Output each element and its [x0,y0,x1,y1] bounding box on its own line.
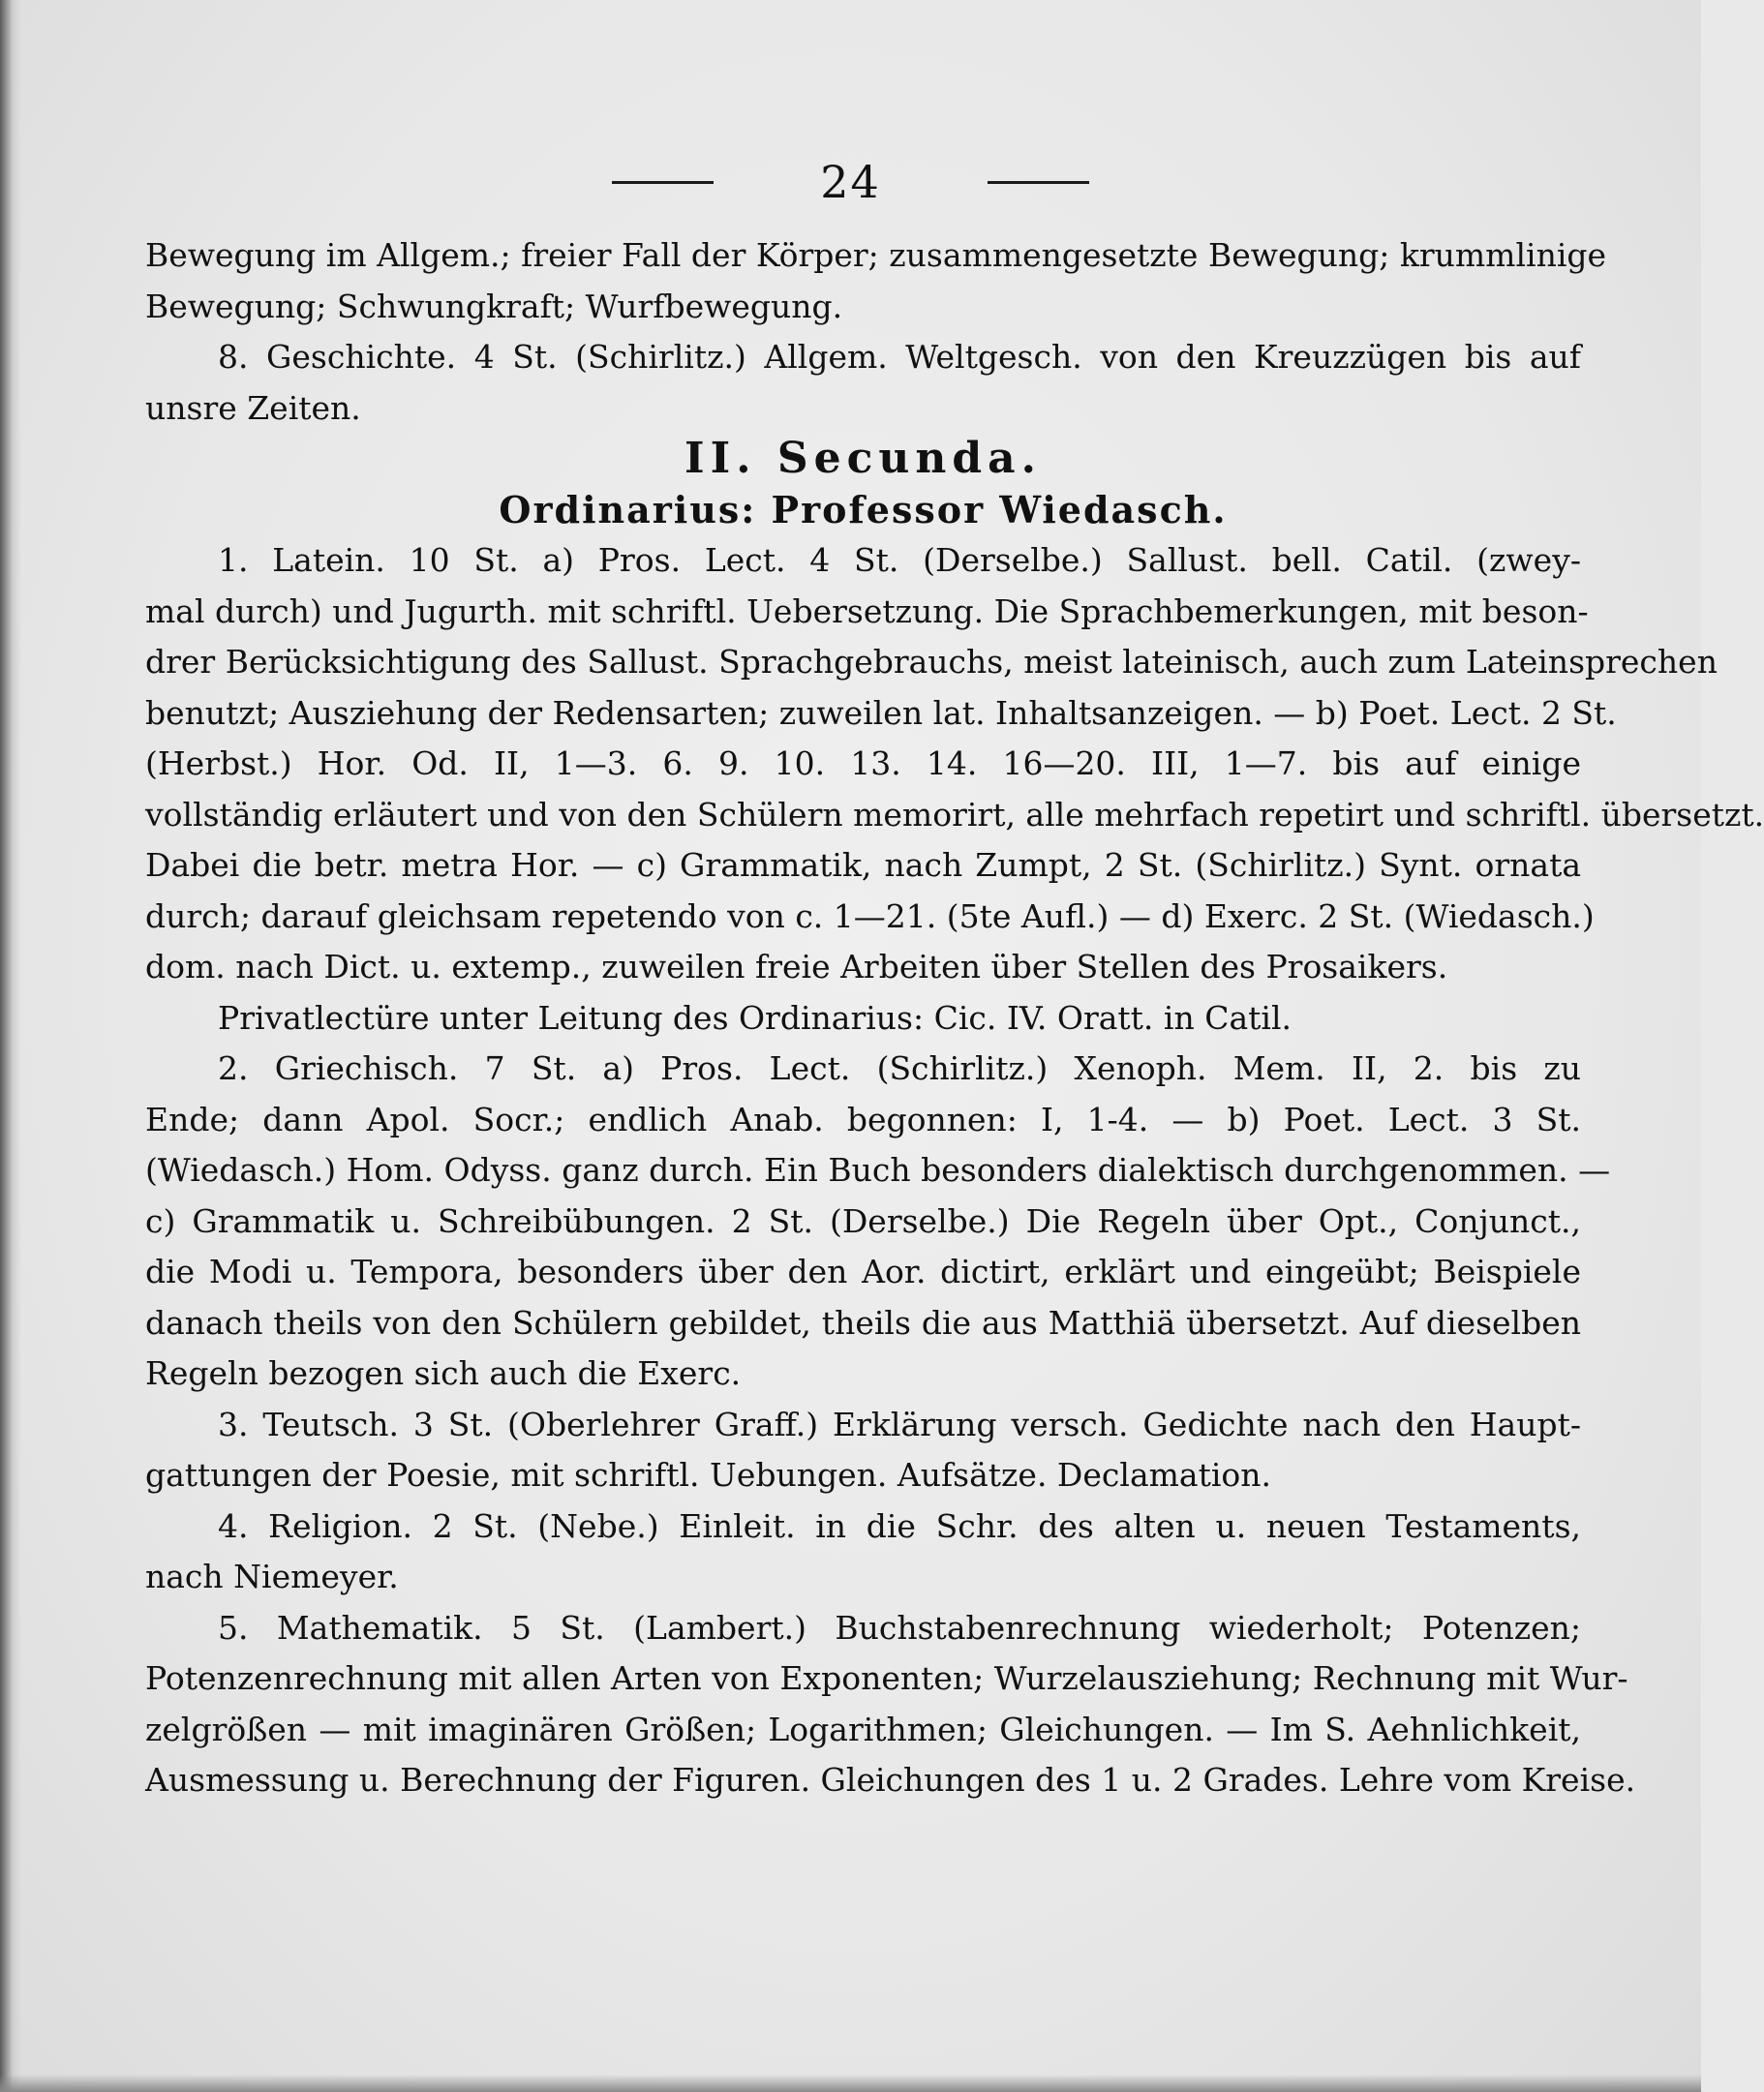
header-rule-right [988,181,1089,184]
text-line: Potenzenrechnung mit allen Arten von Exponenten; Wurzelausziehung; Rechnung mit Wur- [145,1659,1628,1697]
text-line: 3. Teutsch. 3 St. (Oberlehrer Graff.) Erklärung versch. Gedichte nach den Haupt- [218,1405,1581,1443]
text-line: (Herbst.) Hor. Od. II, 1—3. 6. 9. 10. 13. 14. 16—20. III, 1—7. bis auf einige [145,744,1581,782]
text-line: Ausmessung u. Berechnung der Figuren. Gleichungen des 1 u. 2 Grades. Lehre vom Kreise. [145,1761,1636,1799]
page-number: 24 [820,156,881,208]
text-line: zelgrößen — mit imaginären Größen; Logarithmen; Gleichungen. — Im S. Aehnlichkeit, [145,1710,1581,1748]
page-bottom-shadow [0,2075,1701,2092]
text-line: Bewegung im Allgem.; freier Fall der Körper; zusammengesetzte Bewegung; krummlinige [145,236,1607,274]
page-header [0,153,1701,211]
text-line: Privatlectüre unter Leitung des Ordinarius: Cic. IV. Oratt. in Catil. [218,998,1292,1037]
text-line: dom. nach Dict. u. extemp., zuweilen freie Arbeiten über Stellen des Prosaikers. [145,948,1448,985]
text-line: mal durch) und Jugurth. mit schriftl. Uebersetzung. Die Sprachbemerkungen, mit beson- [145,591,1589,630]
text-line: drer Berücksichtigung des Sallust. Sprachgebrauchs, meist lateinisch, auch zum Lateinsprechen [145,643,1718,681]
text-line: Bewegung; Schwungkraft; Wurfbewegung. [145,287,843,325]
body-text [145,230,1764,1806]
text-line: Ende; dann Apol. Socr.; endlich Anab. begonnen: I, 1-4. — b) Poet. Lect. 3 St. [145,1100,1581,1138]
text-line: 5. Mathematik. 5 St. (Lambert.) Buchstabenrechnung wiederholt; Potenzen; [218,1608,1581,1647]
text-line: nach Niemeyer. [145,1558,399,1595]
text-line: 1. Latein. 10 St. a) Pros. Lect. 4 St. (Derselbe.) Sallust. bell. Catil. (zwey- [218,541,1581,579]
text-line: benutzt; Ausziehung der Redensarten; zuweilen lat. Inhaltsanzeigen. — b) Poet. Lect. 2 St. [145,693,1617,732]
section-heading: II. Secunda. [684,434,1042,483]
text-line: Regeln bezogen sich auch die Exerc. [145,1354,742,1392]
text-line: (Wiedasch.) Hom. Odyss. ganz durch. Ein Buch besonders dialektisch durchgenommen. — [145,1151,1611,1189]
text-line: gattungen der Poesie, mit schriftl. Uebungen. Aufsätze. Declamation. [145,1456,1272,1494]
section-subheading: Ordinarius: Professor Wiedasch. [499,487,1228,531]
text-line: danach theils von den Schülern gebildet, theils die aus Matthiä übersetzt. Auf dieselben [145,1303,1581,1342]
text-line: die Modi u. Tempora, besonders über den Aor. dictirt, erklärt und eingeübt; Beispiele [145,1253,1581,1290]
text-line: durch; darauf gleichsam repetendo von c. 1—21. (5te Aufl.) — d) Exerc. 2 St. (Wiedasch.) [145,896,1595,935]
header-rule-left [612,181,714,184]
text-line: 4. Religion. 2 St. (Nebe.) Einleit. in die Schr. des alten u. neuen Testaments, [218,1506,1581,1545]
text-line: c) Grammatik u. Schreibübungen. 2 St. (Derselbe.) Die Regeln über Opt., Conjunct., [145,1201,1581,1240]
text-line: 8. Geschichte. 4 St. (Schirlitz.) Allgem. Weltgesch. von den Kreuzzügen bis auf [218,338,1581,376]
text-line: vollständig erläutert und von den Schülern memorirt, alle mehrfach repetirt und schriftl. übersetzt. [145,795,1764,834]
text-line: Dabei die betr. metra Hor. — c) Grammatik, nach Zumpt, 2 St. (Schirlitz.) Synt. ornata [145,846,1581,884]
text-line: 2. Griechisch. 7 St. a) Pros. Lect. (Schirlitz.) Xenoph. Mem. II, 2. bis zu [218,1049,1581,1087]
text-line: unsre Zeiten. [145,388,361,427]
page-left-shadow [0,0,21,2092]
